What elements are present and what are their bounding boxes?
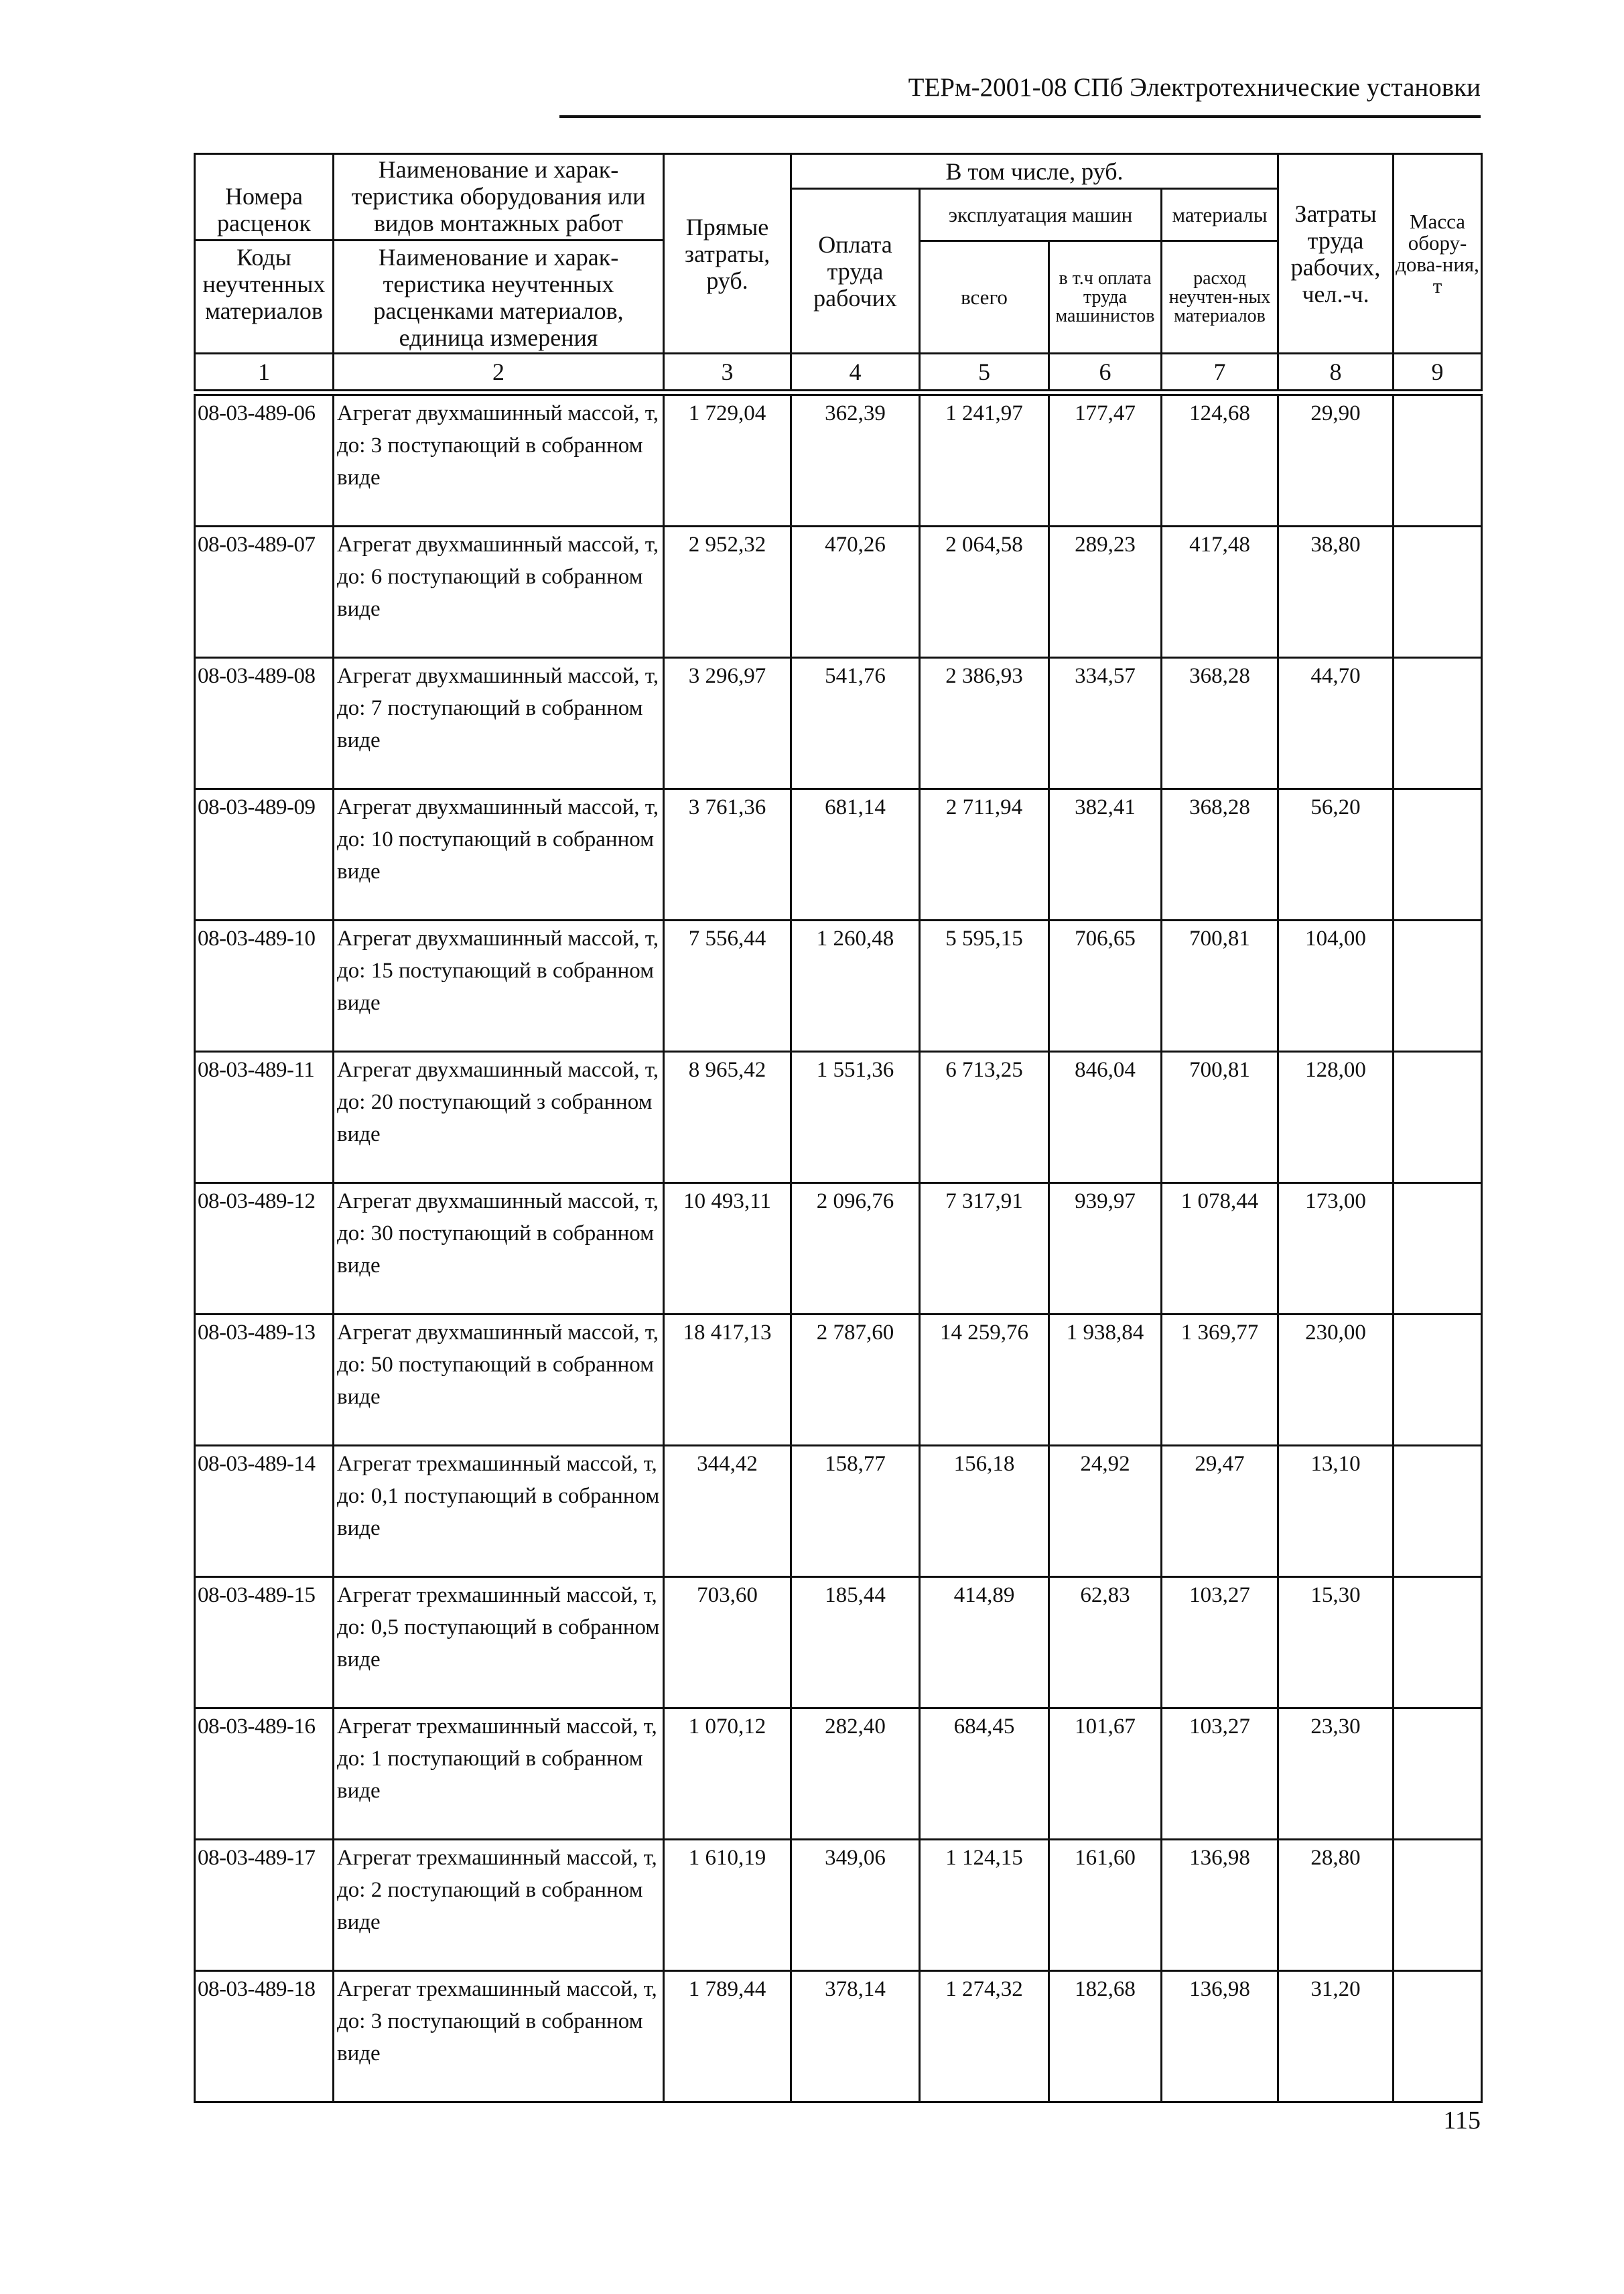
labor-cost: 470,26 xyxy=(791,527,920,658)
equipment-mass xyxy=(1394,921,1482,1052)
machine-cost-total: 5 595,15 xyxy=(920,921,1049,1052)
labor-hours: 13,10 xyxy=(1278,1446,1394,1577)
column-number: 6 xyxy=(1049,354,1162,391)
header-col5: всего xyxy=(920,241,1049,354)
work-name: Агрегат двухмашинный массой, т, до: 10 поступающий в собранном виде xyxy=(334,789,664,921)
work-name: Агрегат трехмашинный массой, т, до: 0,1 поступающий в собранном виде xyxy=(334,1446,664,1577)
rate-code: 08-03-489-15 xyxy=(195,1577,334,1708)
table-row xyxy=(195,527,1482,658)
labor-cost: 185,44 xyxy=(791,1577,920,1708)
labor-hours: 38,80 xyxy=(1278,527,1394,658)
machine-cost-total: 6 713,25 xyxy=(920,1052,1049,1183)
work-name: Агрегат двухмашинный массой, т, до: 3 поступающий в собранном виде xyxy=(334,395,664,527)
header-col1 xyxy=(195,154,334,354)
labor-cost: 2 096,76 xyxy=(791,1183,920,1314)
materials-cost: 700,81 xyxy=(1162,921,1278,1052)
equipment-mass xyxy=(1394,1971,1482,2102)
labor-cost: 282,40 xyxy=(791,1708,920,1840)
labor-hours: 56,20 xyxy=(1278,789,1394,921)
rate-code: 08-03-489-08 xyxy=(195,658,334,789)
materials-cost: 368,28 xyxy=(1162,658,1278,789)
header-col1-top: Номера расценок xyxy=(196,182,332,241)
column-number: 1 xyxy=(195,354,334,391)
direct-cost: 3 761,36 xyxy=(664,789,791,921)
rate-code: 08-03-489-07 xyxy=(195,527,334,658)
machine-cost-total: 156,18 xyxy=(920,1446,1049,1577)
materials-cost: 124,68 xyxy=(1162,395,1278,527)
materials-cost: 700,81 xyxy=(1162,1052,1278,1183)
header-col2-bottom: Наименование и харак-теристика неучтенных расценками материалов, единица измерения xyxy=(373,244,624,351)
direct-cost: 7 556,44 xyxy=(664,921,791,1052)
machine-operator-labor: 334,57 xyxy=(1049,658,1162,789)
work-name: Агрегат двухмашинный массой, т, до: 50 поступающий в собранном виде xyxy=(334,1314,664,1446)
column-number: 7 xyxy=(1162,354,1278,391)
table-header xyxy=(194,153,1483,391)
work-name: Агрегат трехмашинный массой, т, до: 1 поступающий в собранном виде xyxy=(334,1708,664,1840)
labor-hours: 128,00 xyxy=(1278,1052,1394,1183)
equipment-mass xyxy=(1394,1708,1482,1840)
direct-cost: 10 493,11 xyxy=(664,1183,791,1314)
header-col8: Затраты труда рабочих, чел.-ч. xyxy=(1278,154,1394,354)
labor-cost: 378,14 xyxy=(791,1971,920,2102)
materials-cost: 1 369,77 xyxy=(1162,1314,1278,1446)
rate-code: 08-03-489-12 xyxy=(195,1183,334,1314)
machine-operator-labor: 1 938,84 xyxy=(1049,1314,1162,1446)
machine-operator-labor: 182,68 xyxy=(1049,1971,1162,2102)
table-row xyxy=(195,1840,1482,1971)
header-col3: Прямые затраты, руб. xyxy=(664,154,791,354)
column-number: 9 xyxy=(1394,354,1482,391)
labor-cost: 1 260,48 xyxy=(791,921,920,1052)
labor-hours: 15,30 xyxy=(1278,1577,1394,1708)
direct-cost: 1 729,04 xyxy=(664,395,791,527)
rate-code: 08-03-489-16 xyxy=(195,1708,334,1840)
materials-cost: 29,47 xyxy=(1162,1446,1278,1577)
labor-cost: 2 787,60 xyxy=(791,1314,920,1446)
table-row xyxy=(195,395,1482,527)
machine-cost-total: 7 317,91 xyxy=(920,1183,1049,1314)
machine-cost-total: 14 259,76 xyxy=(920,1314,1049,1446)
labor-cost: 1 551,36 xyxy=(791,1052,920,1183)
equipment-mass xyxy=(1394,1314,1482,1446)
column-number: 4 xyxy=(791,354,920,391)
work-name: Агрегат двухмашинный массой, т, до: 7 поступающий в собранном виде xyxy=(334,658,664,789)
labor-hours: 230,00 xyxy=(1278,1314,1394,1446)
column-number: 5 xyxy=(920,354,1049,391)
header-rule xyxy=(559,115,1481,118)
materials-cost: 136,98 xyxy=(1162,1840,1278,1971)
table-row xyxy=(195,1577,1482,1708)
rate-code: 08-03-489-06 xyxy=(195,395,334,527)
header-col1-bottom: Коды неучтенных материалов xyxy=(202,244,326,324)
materials-cost: 1 078,44 xyxy=(1162,1183,1278,1314)
work-name: Агрегат трехмашинный массой, т, до: 3 поступающий в собранном виде xyxy=(334,1971,664,2102)
machine-operator-labor: 101,67 xyxy=(1049,1708,1162,1840)
header-subgroup-machines: эксплуатация машин xyxy=(920,189,1162,241)
materials-cost: 136,98 xyxy=(1162,1971,1278,2102)
rate-code: 08-03-489-14 xyxy=(195,1446,334,1577)
machine-cost-total: 684,45 xyxy=(920,1708,1049,1840)
direct-cost: 1 070,12 xyxy=(664,1708,791,1840)
table-row xyxy=(195,1446,1482,1577)
materials-cost: 103,27 xyxy=(1162,1577,1278,1708)
machine-operator-labor: 62,83 xyxy=(1049,1577,1162,1708)
direct-cost: 3 296,97 xyxy=(664,658,791,789)
table-row xyxy=(195,1183,1482,1314)
rate-code: 08-03-489-13 xyxy=(195,1314,334,1446)
labor-hours: 44,70 xyxy=(1278,658,1394,789)
work-name: Агрегат двухмашинный массой, т, до: 30 поступающий в собранном виде xyxy=(334,1183,664,1314)
labor-hours: 23,30 xyxy=(1278,1708,1394,1840)
labor-cost: 681,14 xyxy=(791,789,920,921)
equipment-mass xyxy=(1394,1446,1482,1577)
rate-code: 08-03-489-18 xyxy=(195,1971,334,2102)
materials-cost: 417,48 xyxy=(1162,527,1278,658)
column-number: 8 xyxy=(1278,354,1394,391)
header-col6: в т.ч оплата труда машинистов xyxy=(1049,241,1162,354)
machine-operator-labor: 846,04 xyxy=(1049,1052,1162,1183)
header-col2-top: Наименование и харак-теристика оборудования или видов монтажных работ xyxy=(334,155,663,241)
machine-operator-labor: 177,47 xyxy=(1049,395,1162,527)
machine-operator-labor: 939,97 xyxy=(1049,1183,1162,1314)
direct-cost: 703,60 xyxy=(664,1577,791,1708)
rate-code: 08-03-489-17 xyxy=(195,1840,334,1971)
machine-cost-total: 2 711,94 xyxy=(920,789,1049,921)
labor-cost: 362,39 xyxy=(791,395,920,527)
machine-cost-total: 1 274,32 xyxy=(920,1971,1049,2102)
direct-cost: 1 789,44 xyxy=(664,1971,791,2102)
direct-cost: 344,42 xyxy=(664,1446,791,1577)
work-name: Агрегат двухмашинный массой, т, до: 6 поступающий в собранном виде xyxy=(334,527,664,658)
machine-operator-labor: 289,23 xyxy=(1049,527,1162,658)
direct-cost: 8 965,42 xyxy=(664,1052,791,1183)
labor-cost: 541,76 xyxy=(791,658,920,789)
labor-hours: 31,20 xyxy=(1278,1971,1394,2102)
labor-hours: 173,00 xyxy=(1278,1183,1394,1314)
table-row xyxy=(195,658,1482,789)
header-subgroup-materials: материалы xyxy=(1162,189,1278,241)
labor-cost: 349,06 xyxy=(791,1840,920,1971)
machine-operator-labor: 706,65 xyxy=(1049,921,1162,1052)
equipment-mass xyxy=(1394,1052,1482,1183)
page-number: 115 xyxy=(1443,2106,1481,2135)
table-row xyxy=(195,1971,1482,2102)
running-header: ТЕРм-2001-08 СПб Электротехнические установки xyxy=(908,73,1481,102)
rate-code: 08-03-489-11 xyxy=(195,1052,334,1183)
column-number: 3 xyxy=(664,354,791,391)
rates-table xyxy=(194,394,1483,2103)
direct-cost: 18 417,13 xyxy=(664,1314,791,1446)
equipment-mass xyxy=(1394,1577,1482,1708)
labor-hours: 29,90 xyxy=(1278,395,1394,527)
machine-operator-labor: 382,41 xyxy=(1049,789,1162,921)
labor-hours: 28,80 xyxy=(1278,1840,1394,1971)
equipment-mass xyxy=(1394,1840,1482,1971)
header-group-label: В том числе, руб. xyxy=(791,154,1278,189)
materials-cost: 103,27 xyxy=(1162,1708,1278,1840)
machine-operator-labor: 161,60 xyxy=(1049,1840,1162,1971)
table-row xyxy=(195,1052,1482,1183)
labor-cost: 158,77 xyxy=(791,1446,920,1577)
machine-cost-total: 2 386,93 xyxy=(920,658,1049,789)
machine-cost-total: 1 124,15 xyxy=(920,1840,1049,1971)
column-number: 2 xyxy=(334,354,664,391)
machine-cost-total: 414,89 xyxy=(920,1577,1049,1708)
equipment-mass xyxy=(1394,395,1482,527)
equipment-mass xyxy=(1394,527,1482,658)
rates-table-body xyxy=(195,395,1482,2102)
equipment-mass xyxy=(1394,789,1482,921)
work-name: Агрегат трехмашинный массой, т, до: 2 поступающий в собранном виде xyxy=(334,1840,664,1971)
table-row xyxy=(195,1708,1482,1840)
rate-code: 08-03-489-09 xyxy=(195,789,334,921)
table-row xyxy=(195,921,1482,1052)
header-col4: Оплата труда рабочих xyxy=(791,189,920,354)
work-name: Агрегат трехмашинный массой, т, до: 0,5 поступающий в собранном виде xyxy=(334,1577,664,1708)
materials-cost: 368,28 xyxy=(1162,789,1278,921)
labor-hours: 104,00 xyxy=(1278,921,1394,1052)
work-name: Агрегат двухмашинный массой, т, до: 15 поступающий в собранном виде xyxy=(334,921,664,1052)
equipment-mass xyxy=(1394,1183,1482,1314)
table-row xyxy=(195,1314,1482,1446)
header-col7: расход неучтен-ных материалов xyxy=(1162,241,1278,354)
header-col2 xyxy=(334,154,664,354)
rate-code: 08-03-489-10 xyxy=(195,921,334,1052)
table-row xyxy=(195,789,1482,921)
machine-operator-labor: 24,92 xyxy=(1049,1446,1162,1577)
direct-cost: 2 952,32 xyxy=(664,527,791,658)
header-col9: Масса обору-дова-ния, т xyxy=(1394,154,1482,354)
machine-cost-total: 1 241,97 xyxy=(920,395,1049,527)
machine-cost-total: 2 064,58 xyxy=(920,527,1049,658)
equipment-mass xyxy=(1394,658,1482,789)
direct-cost: 1 610,19 xyxy=(664,1840,791,1971)
work-name: Агрегат двухмашинный массой, т, до: 20 поступающий з собранном виде xyxy=(334,1052,664,1183)
